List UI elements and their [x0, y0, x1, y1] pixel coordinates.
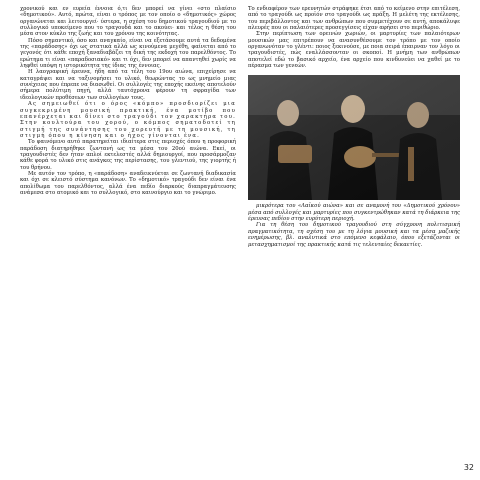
caption-paragraph: Για τη θέση του δημοτικού τραγουδιού στη σύγχρονη πολιτισμική πραγματικότητα, τη σχέση του με τη λόγια μουσική και τα μέσα μαζικής ενημέρωσης, βλ. αναλυτικά στο επόμενο κεφάλαιο, όπου εξετάζονται οι μετασχηματισμοί της πρακτικής κατά τις τελευταίες δεκαετίες.	[248, 222, 460, 248]
paragraph: χρονικού και εν ευρεία έννοια ό,τι δεν μπορεί να γίνει «στο πλαίσιο «δημοτικού». Αυτό, πρώτα, είναι ο τρόπος με τον οποίο ο «δημοτικός» χώρος οργανώνεται και λειτουργεί· ύστερα, η σχέση του δημοτικού τραγουδιού με το συλλογικό υποκείμενο που το τραγουδά και το ακούει· και τέλος η θέση του μέσα στον κύκλο της ζωής και του χρόνου της κοινότητας.	[20, 6, 236, 38]
paragraph: Πόσο σημαντικό, όσο και αναγκαίο, είναι να εξετάσουμε αυτά τα δεδομένα της «παράδοσης» όχι ως στατικά αλλά ως κινούμενα μεγέθη, φαίνεται από το γεγονός ότι κάθε εποχή ξαναδιαβάζει τη δική της εκδοχή του παρελθόντος. Το ερώτημα τι είναι «παραδοσιακό» και τι όχι, δεν μπορεί να απαντηθεί χωρίς να ληφθεί υπόψη η ιστορικότητα της ίδιας της έννοιας.	[20, 37, 236, 70]
photo-caption	[248, 203, 460, 247]
paragraph: Το φαινόμενο αυτό παρατηρείται ιδιαίτερα στις περιοχές όπου η προφορική παράδοση διατηρήθηκε ζωντανή ως τα μέσα του 20ού αιώνα. Εκεί, οι τραγουδιστές δεν ήταν απλοί εκτελεστές αλλά δημιουργοί, που προσάρμοζαν κάθε φορά το υλικό στις ανάγκες της περίστασης, του γλεντιού, της γιορτής ή του θρήνου.	[20, 139, 236, 171]
caption-paragraph: μικρότερα του «Λαϊκού αιώνα» και σε αναμονή του «Δημοτικού χρόνου» μέσα από συλλογές και μαρτυρίες που συγκεντρώθηκαν κατά τη διάρκεια της έρευνας πεδίου στην ευρύτερη περιοχή.	[248, 203, 460, 223]
photo-illustration	[248, 75, 460, 200]
paragraph: Στην περίπτωση των ορεινών χωριών, οι μαρτυρίες των παλαιότερων μουσικών μας επιτρέπουν να ανασυνθέσουμε τον τρόπο με τον οποίο οργανωνόταν το γλέντι: ποιος ξεκινούσε, με ποια σειρά έπαιρναν τον λόγο οι τραγουδιστές, πώς εναλλάσσονταν οι σκοποί. Η μνήμη των ανθρώπων αποτελεί εδώ το βασικό αρχείο, ένα αρχείο που κινδυνεύει να χαθεί με το πέρασμα των γενεών.	[248, 31, 460, 70]
paragraph: Με αυτόν τον τρόπο, η «παράδοση» αναδεικνύεται σε ζωντανή διαδικασία και όχι σε κλειστό σύστημα κανόνων. Το «δημοτικό» τραγούδι δεν είναι ένα απολίθωμα του παρελθόντος, αλλά ένα πεδίο διαρκούς διαπραγμάτευσης ανάμεσα στο ατομικό και το συλλογικό, στο καινούργιο και το γνώριμο.	[20, 170, 236, 196]
right-text-column	[248, 6, 460, 248]
musicians-photograph	[248, 75, 460, 200]
paragraph: Η λαογραφική έρευνα, ήδη από τα τέλη του 19ου αιώνα, επιχείρησε να καταγράψει και να ταξινομήσει το υλικό, θεωρώντας το ως μνημείο μιας συνέχειας που έπρεπε να διασωθεί. Οι συλλογές της εποχής εκείνης αποτελούν σήμερα πολύτιμη πηγή, αλλά ταυτόχρονα φέρουν τη σφραγίδα των ιδεολογικών προθέσεων των συλλογέων τους.	[20, 69, 236, 101]
page-number: 32	[463, 463, 474, 472]
paragraph: Το ενδιαφέρον των ερευνητών στράφηκε έτσι από το κείμενο στην επιτέλεση, από το τραγούδι ως προϊόν στο τραγούδι ως πράξη. Η μελέτη της εκτέλεσης, του περιβάλλοντος και των ανθρώπων που συμμετέχουν σε αυτή, αποκάλυψε πλευρές που οι παλαιότερες προσεγγίσεις είχαν αφήσει στο περιθώριο.	[248, 6, 460, 32]
left-text-column	[20, 6, 236, 196]
paragraph: Ας σημειωθεί ότι ο όρος «κόμπο» προσδιορίζει μια συγκεκριμένη μουσική πρακτική, ένα μοτίβο που επανέρχεται και δίνει στο τραγούδι τον χαρακτήρα του. Στην κουλτούρα του χορού, ο κόμπος σηματοδοτεί τη στιγμή της συνάντησης του χορευτή με τη μουσική, τη στιγμή όπου η κίνηση και ο ήχος γίνονται ένα.	[20, 101, 236, 139]
